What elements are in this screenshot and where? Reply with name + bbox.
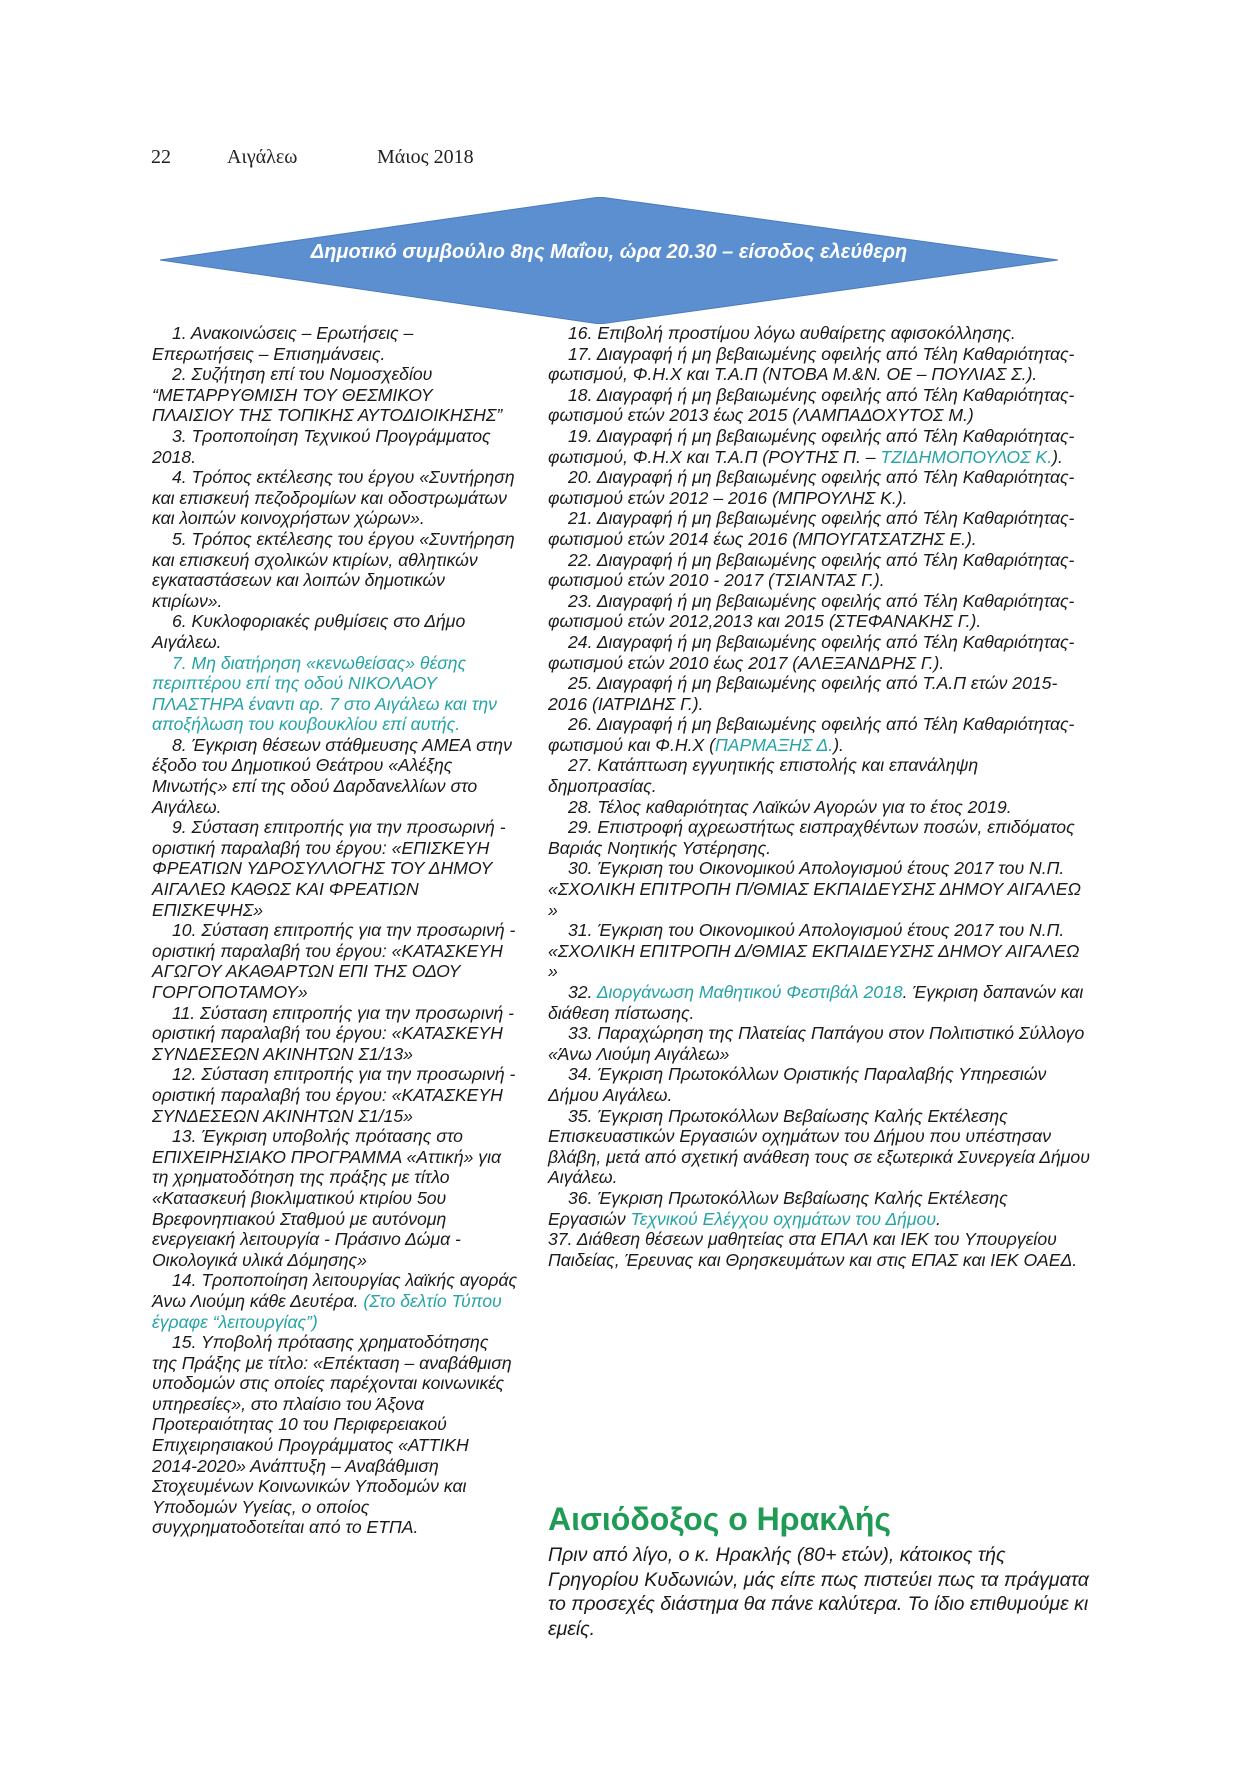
agenda-item: 24. Διαγραφή ή μη βεβαιωμένης οφειλής από Τέλη Καθαριότητας-φωτισμού ετών 2010 έως 2017 (ΑΛΕΞΑΝΔΡΗΣ Γ.). [548, 631, 1075, 673]
agenda-item-text: 32. [568, 982, 593, 1002]
agenda-item-text: . [936, 1208, 941, 1229]
agenda-item: 3. Τροποποίηση Τεχνικού Προγράμματος 2018. [152, 425, 491, 467]
agenda-item: 34. Έγκριση Πρωτοκόλλων Οριστικής Παραλαβής Υπηρεσιών Δήμου Αιγάλεω. [548, 1064, 1047, 1105]
agenda-item: 16. Επιβολή προστίμου λόγω αυθαίρετης αφισοκόλλησης. [568, 323, 1016, 343]
agenda-item: 10. Σύσταση επιτροπής για την προσωρινή - οριστική παραλαβή του έργου: «ΚΑΤΑΣΚΕΥΗ ΑΓΩΓΟΥ ΑΚΑΘΑΡΤΩΝ ΕΠΙ ΤΗΣ ΟΔΟΥ ΓΟΡΓΟΠΟΤΑΜΟΥ» [152, 920, 516, 1002]
page-number: 22 [151, 146, 171, 168]
agenda-item: 22. Διαγραφή ή μη βεβαιωμένης οφειλής από Τέλη Καθαριότητας-φωτισμού ετών 2010 - 2017 (ΤΣΙΑΝΤΑΣ Γ.). [548, 549, 1075, 591]
agenda-item: 35. Έγκριση Πρωτοκόλλων Βεβαίωσης Καλής Εκτέλεσης Επισκευαστικών Εργασιών οχημάτων του Δήμου που υπέστησαν βλάβη, μετά από σχετική ανάθεση τους σε εξωτερικά Συνεργεία Δήμου Αιγάλεω. [548, 1105, 1090, 1188]
agenda-item: 15. Υποβολή πρότασης χρηματοδότησης της Πράξης με τίτλο: «Επέκταση – αναβάθμιση υποδομών στις οποίες παρέχονται κοινωνικές υπηρεσίες», στο πλαίσιο του Άξονα Προτεραιότητας 10 του Περιφερειακού Επιχειρησιακού Προγράμματος «ΑΤΤΙΚΗ 2014-2020» Ανάπτυξη – Αναβάθμιση Στοχευμένων Κοινωνικών Υποδομών και Υποδομών Υγείας, ο οποίος συγχρηματοδοτείται από το ΕΤΠΑ. [152, 1332, 512, 1538]
agenda-item: 18. Διαγραφή ή μη βεβαιωμένης οφειλής από Τέλη Καθαριότητας-φωτισμού ετών 2013 έως 2015 (ΛΑΜΠΑΔΟΧΥΤΟΣ Μ.) [548, 384, 1075, 426]
agenda-item-text: 36. Έγκριση Πρωτοκόλλων Βεβαίωσης Καλής Εκτέλεσης Εργασιών [548, 1187, 1008, 1229]
editorial-note: (Στο δελτίο Τύπου έγραφε “λειτουργίας”) [152, 1290, 502, 1332]
agenda-item: 25. Διαγραφή ή μη βεβαιωμένης οφειλής από Τ.Α.Π ετών 2015-2016 (ΙΑΤΡΙΔΗΣ Γ.). [548, 673, 1058, 714]
agenda-column-right [548, 323, 1090, 1270]
agenda-item: 28. Τέλος καθαριότητας Λαϊκών Αγορών για το έτος 2019. [568, 796, 1012, 817]
agenda-item: 11. Σύσταση επιτροπής για την προσωρινή - οριστική παραλαβή του έργου: «ΚΑΤΑΣΚΕΥΗ ΣΥΝΔΕΣΕΩΝ ΑΚΙΝΗΤΩΝ Σ1/13» [152, 1002, 515, 1064]
agenda-item-highlighted: 7. Μη διατήρηση «κενωθείσας» θέσης περιπτέρου επί της οδού ΝΙΚΟΛΑΟΥ ΠΛΑΣΤΗΡΑ έναντι αρ. 7 στο Αιγάλεω και την αποξήλωση του κουβουκλίου επί αυτής. [152, 652, 497, 735]
agenda-item: 4. Τρόπος εκτέλεσης του έργου «Συντήρηση και επισκευή πεζοδρομίων και οδοστρωμάτων και λοιπών κοινοχρήστων χώρων». [152, 467, 515, 529]
agenda-item: 13. Έγκριση υποβολής πρότασης στο ΕΠΙΧΕΙΡΗΣΙΑΚΟ ΠΡΟΓΡΑΜΜΑ «Αττική» για τη χρηματοδότηση της πράξης με τίτλο «Κατασκευή βιοκλιματικού κτιρίου 5ου Βρεφονηπιακού Σταθμού με αυτόνομη ενεργειακή λειτουργία - Πράσινο Δώμα - Οικολογικά υλικά Δόμησης» [152, 1126, 502, 1270]
agenda-item-text: 19. Διαγραφή ή μη βεβαιωμένης οφειλής από Τέλη Καθαριότητας-φωτισμού, Φ.Η.Χ και Τ.Α.Π (ΡΟΥΤΗΣ Π. – [548, 425, 1075, 467]
agenda-item: 17. Διαγραφή ή μη βεβαιωμένης οφειλής από Τέλη Καθαριότητας-φωτισμού, Φ.Η.Χ και Τ.Α.Π (ΝΤΟΒΑ Μ.&Ν. ΟΕ – ΠΟΥΛΙΑΣ Σ.). [548, 343, 1075, 385]
agenda-item: 8. Έγκριση θέσεων στάθμευσης ΑΜΕΑ στην έξοδο του Δημοτικού Θεάτρου «Αλέξης Μινωτής» επί της οδού Δαρδανελλίων στο Αιγάλεω. [152, 734, 512, 817]
agenda-item: 27. Κατάπτωση εγγυητικής επιστολής και επανάληψη δημοπρασίας. [548, 755, 979, 797]
highlighted-phrase: Τεχνικού Ελέγχου οχημάτων του Δήμου [630, 1208, 936, 1229]
agenda-item: 6. Κυκλοφοριακές ρυθμίσεις στο Δήμο Αιγάλεω. [152, 611, 466, 652]
article-title: Αισιόδοξος ο Ηρακλής [548, 1501, 892, 1537]
article-body: Πριν από λίγο, ο κ. Ηρακλής (80+ ετών), κάτοικος τής Γρηγορίου Κυδωνιών, μάς είπε πως πιστεύει πως τα πράγματα το προσεχές διάστημα θα πάνε καλύτερα. Το ίδιο επιθυμούμε κι εμείς. [548, 1544, 1089, 1640]
header-city: Αιγάλεω [227, 146, 298, 168]
council-banner [160, 197, 1058, 324]
agenda-item-text: 26. Διαγραφή ή μη βεβαιωμένης οφειλής από Τέλη Καθαριότητας-φωτισμού και Φ.Η.Χ ( [548, 714, 1075, 755]
agenda-item: 5. Τρόπος εκτέλεσης του έργου «Συντήρηση και επισκευή σχολικών κτιρίων, αθλητικών εγκαταστάσεων και λοιπών δημοτικών κτιρίων». [152, 528, 515, 611]
agenda-item: 20. Διαγραφή ή μη βεβαιωμένης οφειλής από Τέλη Καθαριότητας-φωτισμού ετών 2012 – 2016 (ΜΠΡΟΥΛΗΣ Κ.). [548, 467, 1075, 508]
agenda-item: 30. Έγκριση του Οικονομικού Απολογισμού έτους 2017 του Ν.Π. «ΣΧΟΛΙΚΗ ΕΠΙΤΡΟΠΗ Π/ΘΜΙΑΣ ΕΚΠΑΙΔΕΥΣΗΣ ΔΗΜΟΥ ΑΙΓΑΛΕΩ » [548, 858, 1082, 920]
agenda-item-text: ). [1052, 446, 1063, 467]
agenda-item: 29. Επιστροφή αχρεωστήτως εισπραχθέντων ποσών, επιδόματος Βαριάς Νοητικής Υστέρησης. [548, 817, 1075, 858]
agenda-item-text: . Έγκριση δαπανών και διάθεση πίστωσης. [548, 982, 1084, 1023]
agenda-item: 37. Διάθεση θέσεων μαθητείας στα ΕΠΑΛ και ΙΕΚ του Υπουργείου Παιδείας, Έρευνας και Θρησκευμάτων και στις ΕΠΑΣ και ΙΕΚ ΟΑΕΔ. [548, 1229, 1078, 1270]
agenda-item [548, 714, 1090, 755]
agenda-item: 21. Διαγραφή ή μη βεβαιωμένης οφειλής από Τέλη Καθαριότητας-φωτισμού ετών 2014 έως 2016 (ΜΠΟΥΓΑΤΣΑΤΖΗΣ Ε.). [548, 508, 1075, 549]
banner-text: Δημοτικό συμβούλιο 8ης Μαΐου, ώρα 20.30 – είσοδος ελεύθερη [310, 241, 908, 263]
highlighted-phrase: Διοργάνωση Μαθητικού Φεστιβάλ 2018 [596, 982, 903, 1002]
agenda-item-text: 14. Τροποποίηση λειτουργίας λαϊκής αγοράς Άνω Λιούμη κάθε Δευτέρα. [152, 1270, 518, 1311]
agenda-item [548, 982, 1090, 1023]
agenda-item: 23. Διαγραφή ή μη βεβαιωμένης οφειλής από Τέλη Καθαριότητας-φωτισμού ετών 2012,2013 και 2015 (ΣΤΕΦΑΝΑΚΗΣ Γ.). [548, 590, 1075, 632]
page-header [151, 146, 551, 176]
agenda-item [548, 1188, 1090, 1229]
agenda-item: 12. Σύσταση επιτροπής για την προσωρινή - οριστική παραλαβή του έργου: «ΚΑΤΑΣΚΕΥΗ ΣΥΝΔΕΣΕΩΝ ΑΚΙΝΗΤΩΝ Σ1/15» [152, 1064, 516, 1126]
agenda-item: 31. Έγκριση του Οικονομικού Απολογισμού έτους 2017 του Ν.Π. «ΣΧΟΛΙΚΗ ΕΠΙΤΡΟΠΗ Δ/ΘΜΙΑΣ ΕΚΠΑΙΔΕΥΣΗΣ ΔΗΜΟΥ ΑΙΓΑΛΕΩ » [548, 920, 1080, 982]
agenda-item: 9. Σύσταση επιτροπής για την προσωρινή - οριστική παραλαβή του έργου: «ΕΠΙΣΚΕΥΗ ΦΡΕΑΤΙΩΝ ΥΔΡΟΣΥΛΛΟΓΗΣ ΤΟΥ ΔΗΜΟΥ ΑΙΓΑΛΕΩ ΚΑΘΩΣ ΚΑΙ ΦΡΕΑΤΙΩΝ ΕΠΙΣΚΕΨΗΣ» [152, 817, 506, 920]
agenda-item: 33. Παραχώρηση της Πλατείας Παπάγου στον Πολιτιστικό Σύλλογο «Άνω Λιούμη Αιγάλεω» [548, 1023, 1085, 1064]
agenda-column-left [152, 323, 518, 1538]
highlighted-name: ΠΑΡΜΑΞΗΣ Δ. [714, 734, 834, 755]
highlighted-name: ΤΖΙΔΗΜΟΠΟΥΛΟΣ Κ. [880, 446, 1053, 467]
agenda-item [548, 426, 1090, 467]
agenda-item: 2. Συζήτηση επί του Νομοσχεδίου “ΜΕΤΑΡΡΥΘΜΙΣΗ ΤΟΥ ΘΕΣΜΙΚΟΥ ΠΛΑΙΣΙΟΥ ΤΗΣ ΤΟΠΙΚΗΣ ΑΥΤΟΔΙΟΙΚΗΣΗΣ” [152, 364, 503, 426]
agenda-item-text: ). [833, 734, 844, 755]
agenda-item [152, 1270, 518, 1332]
agenda-item: 1. Ανακοινώσεις – Ερωτήσεις – Επερωτήσεις – Επισημάνσεις. [152, 323, 414, 364]
header-date: Μάιος 2018 [377, 146, 474, 168]
